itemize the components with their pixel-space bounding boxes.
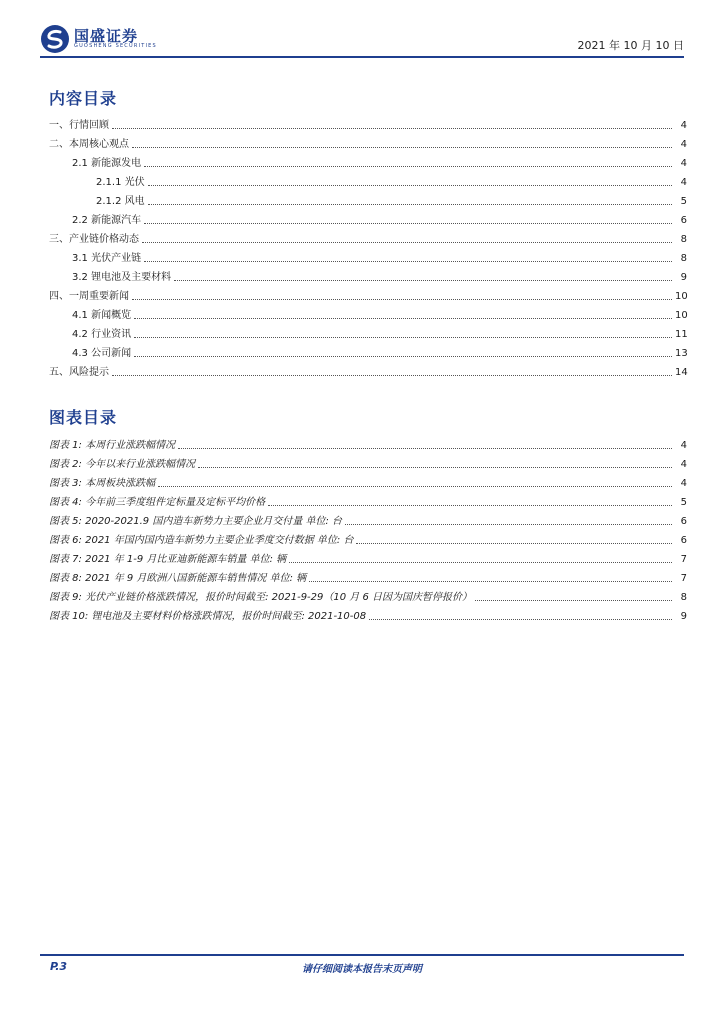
toc-entry-page: 4 xyxy=(680,120,687,131)
toc-entry-page: 14 xyxy=(675,367,688,378)
figure-entry-label: 图表 5: 2020-2021.9 国内造车新势力主要企业月交付量 单位: 台 xyxy=(49,516,343,527)
figure-entry-label: 图表 7: 2021 年 1-9 月比亚迪新能源车销量 单位: 辆 xyxy=(49,554,287,565)
figure-entry-page: 7 xyxy=(680,573,687,584)
toc-entry[interactable] xyxy=(49,115,687,132)
toc-leader xyxy=(345,523,672,525)
toc-entry-page: 13 xyxy=(675,348,688,359)
figure-entry[interactable] xyxy=(49,587,687,604)
toc-leader xyxy=(158,485,672,487)
toc-entry-page: 11 xyxy=(675,329,688,340)
figure-entry[interactable] xyxy=(49,549,687,566)
toc-leader xyxy=(112,127,672,129)
company-logo xyxy=(40,22,200,54)
toc-entry-label: 2.1 新能源发电 xyxy=(72,158,142,169)
toc-entry[interactable] xyxy=(72,248,687,265)
toc-entry-page: 5 xyxy=(680,196,687,207)
figure-entry-label: 图表 9: 光伏产业链价格涨跌情况，报价时间截至: 2021-9-29（10 月 6 日因为国庆暂停报价） xyxy=(49,592,473,603)
toc-leader xyxy=(289,561,672,563)
toc-entry-label: 四、一周重要新闻 xyxy=(49,291,129,302)
figures-title: 图表目录 xyxy=(49,408,118,427)
toc-leader xyxy=(144,260,672,262)
toc-entry-label: 一、行情回顾 xyxy=(49,120,109,131)
figure-entry-label: 图表 10: 锂电池及主要材料价格涨跌情况，报价时间截至: 2021-10-08 xyxy=(49,611,367,622)
toc-entry-label: 2.1.1 光伏 xyxy=(96,177,145,188)
figure-entry-page: 7 xyxy=(680,554,687,565)
logo-text-cn: 国盛证券 xyxy=(74,27,139,45)
toc-leader xyxy=(132,298,672,300)
figure-entry-label: 图表 2: 今年以来行业涨跌幅情况 xyxy=(49,459,196,470)
toc-leader xyxy=(475,599,672,601)
toc-entry[interactable] xyxy=(49,134,687,151)
toc-leader xyxy=(198,466,672,468)
toc-entry-page: 4 xyxy=(680,177,687,188)
toc-leader xyxy=(142,241,672,243)
toc-entry[interactable] xyxy=(49,286,687,303)
toc-entry-label: 4.3 公司新闻 xyxy=(72,348,132,359)
toc-entry[interactable] xyxy=(72,210,687,227)
toc-entry[interactable] xyxy=(72,324,687,341)
toc-entry-label: 二、本周核心观点 xyxy=(49,139,129,150)
toc-entry-page: 4 xyxy=(680,158,687,169)
toc-entry-page: 4 xyxy=(680,139,687,150)
toc-entry[interactable] xyxy=(49,362,687,379)
toc-leader xyxy=(178,447,672,449)
toc-leader xyxy=(356,542,672,544)
toc-entry-page: 9 xyxy=(680,272,687,283)
toc-entry-label: 4.2 行业资讯 xyxy=(72,329,132,340)
toc-title: 内容目录 xyxy=(49,89,118,108)
toc-leader xyxy=(132,146,672,148)
page-header xyxy=(40,22,684,56)
figure-entry[interactable] xyxy=(49,473,687,490)
toc-entry-label: 2.1.2 风电 xyxy=(96,196,145,207)
toc-leader xyxy=(134,336,672,338)
disclaimer-note: 请仔细阅读本报告末页声明 xyxy=(302,964,422,975)
toc-leader xyxy=(268,504,672,506)
figure-entry-page: 4 xyxy=(680,440,687,451)
figure-entry[interactable] xyxy=(49,568,687,585)
toc-leader xyxy=(144,165,672,167)
toc-leader xyxy=(134,317,672,319)
figure-entry-page: 9 xyxy=(680,611,687,622)
figure-entry-label: 图表 4: 今年前三季度组件定标量及定标平均价格 xyxy=(49,497,266,508)
figure-entry-page: 6 xyxy=(680,516,687,527)
toc-leader xyxy=(148,184,672,186)
toc-entry-label: 三、产业链价格动态 xyxy=(49,234,139,245)
toc-entry[interactable] xyxy=(72,153,687,170)
toc-entry-page: 8 xyxy=(680,234,687,245)
figure-entry[interactable] xyxy=(49,511,687,528)
toc-entry[interactable] xyxy=(96,191,687,208)
toc-entry-page: 6 xyxy=(680,215,687,226)
figure-entry[interactable] xyxy=(49,606,687,623)
figure-entry[interactable] xyxy=(49,530,687,547)
figure-entry[interactable] xyxy=(49,454,687,471)
toc-entry-label: 2.2 新能源汽车 xyxy=(72,215,142,226)
figure-entry-label: 图表 1: 本周行业涨跌幅情况 xyxy=(49,440,176,451)
toc-leader xyxy=(369,618,672,620)
toc-entry-page: 10 xyxy=(675,310,688,321)
header-divider xyxy=(40,56,684,58)
toc-leader xyxy=(144,222,672,224)
toc-entry[interactable] xyxy=(96,172,687,189)
toc-entry[interactable] xyxy=(72,305,687,322)
report-date: 2021 年 10 月 10 日 xyxy=(577,39,684,52)
figure-entry-page: 6 xyxy=(680,535,687,546)
toc-entry[interactable] xyxy=(72,267,687,284)
toc-entry-page: 10 xyxy=(675,291,688,302)
toc-entry-label: 4.1 新闻概览 xyxy=(72,310,132,321)
toc-entry-page: 8 xyxy=(680,253,687,264)
figure-entry-page: 5 xyxy=(680,497,687,508)
figure-entry[interactable] xyxy=(49,492,687,509)
toc-leader xyxy=(309,580,672,582)
toc-leader xyxy=(148,203,672,205)
toc-entry[interactable] xyxy=(72,343,687,360)
figure-entry-label: 图表 6: 2021 年国内国内造车新势力主要企业季度交付数据 单位: 台 xyxy=(49,535,354,546)
page-number: P.3 xyxy=(50,960,68,973)
toc-entry-label: 五、风险提示 xyxy=(49,367,109,378)
logo-text-en: GUOSHENG SECURITIES xyxy=(74,43,157,49)
footer-divider xyxy=(40,954,684,956)
figure-entry-label: 图表 8: 2021 年 9 月欧洲八国新能源车销售情况 单位: 辆 xyxy=(49,573,307,584)
toc-leader xyxy=(112,374,672,376)
toc-entry-label: 3.2 锂电池及主要材料 xyxy=(72,272,172,283)
figure-entry[interactable] xyxy=(49,435,687,452)
toc-leader xyxy=(134,355,672,357)
figure-entry-page: 8 xyxy=(680,592,687,603)
toc-entry-label: 3.1 光伏产业链 xyxy=(72,253,142,264)
figure-entry-label: 图表 3: 本周板块涨跌幅 xyxy=(49,478,156,489)
logo-mark-icon xyxy=(40,24,70,54)
toc-leader xyxy=(174,279,672,281)
toc-entry[interactable] xyxy=(49,229,687,246)
figure-entry-page: 4 xyxy=(680,459,687,470)
figure-entry-page: 4 xyxy=(680,478,687,489)
